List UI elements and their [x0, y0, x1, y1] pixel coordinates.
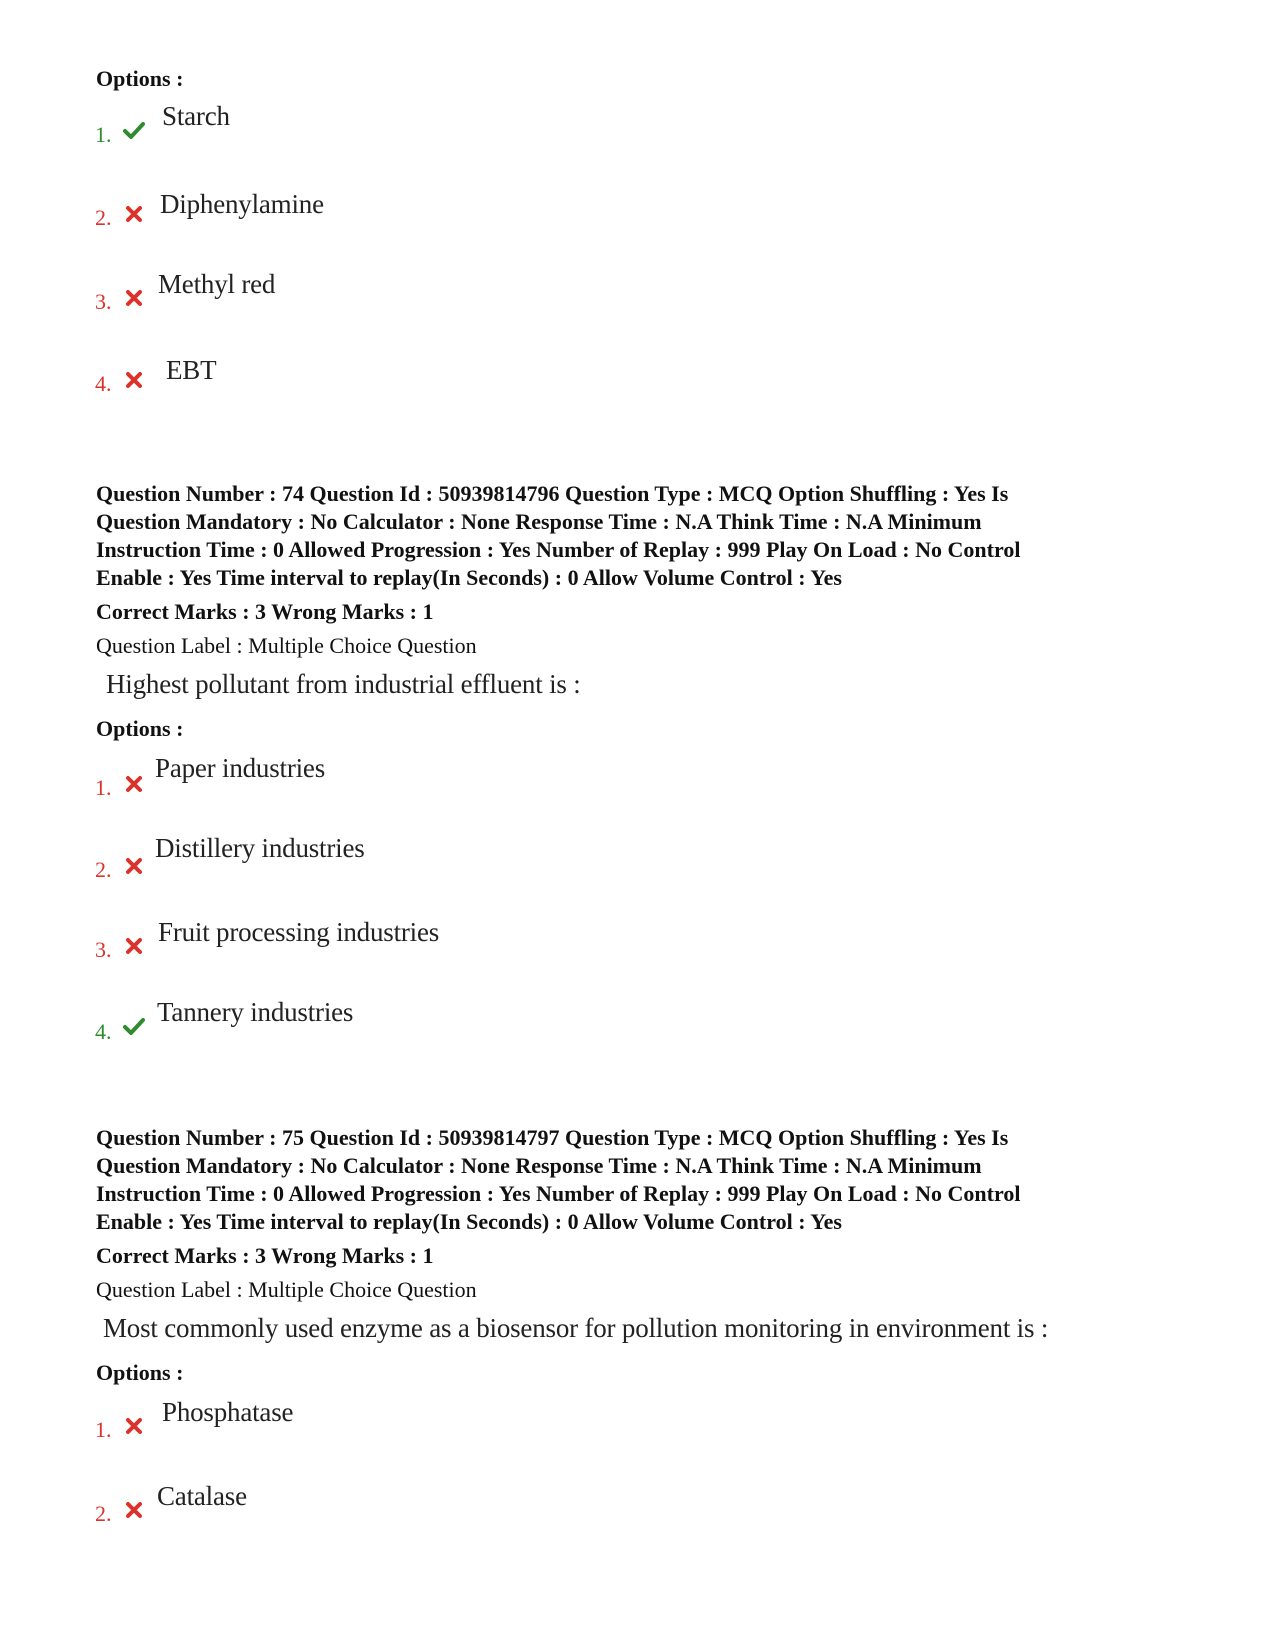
- option-text: Starch: [162, 101, 230, 131]
- option-text: Fruit processing industries: [158, 917, 440, 947]
- cross-icon: [122, 934, 146, 958]
- marks-info: Correct Marks : 3 Wrong Marks : 1: [96, 599, 434, 624]
- option-number: 1.: [95, 122, 112, 147]
- option-number: 2.: [95, 205, 112, 230]
- option-text: Distillery industries: [155, 833, 365, 863]
- header-line: Question Number : 74 Question Id : 50939814796 Question Type : MCQ Option Shuffling : Yes Is: [96, 481, 1009, 506]
- option-number: 2.: [95, 1501, 112, 1526]
- question-header: [96, 1124, 1176, 1236]
- header-line: Enable : Yes Time interval to replay(In Seconds) : 0 Allow Volume Control : Yes: [96, 1209, 842, 1234]
- option-text: Phosphatase: [162, 1397, 294, 1427]
- cross-icon: [122, 286, 146, 310]
- cross-icon: [122, 1414, 146, 1438]
- check-icon: [122, 1014, 146, 1038]
- option-number: 2.: [95, 857, 112, 882]
- options-heading: Options :: [96, 66, 184, 91]
- options-heading: Options :: [96, 1360, 184, 1385]
- header-line: Question Number : 75 Question Id : 50939814797 Question Type : MCQ Option Shuffling : Yes Is: [96, 1125, 1009, 1150]
- cross-icon: [122, 202, 146, 226]
- cross-icon: [122, 854, 146, 878]
- option-text: EBT: [166, 355, 217, 385]
- option-text: Paper industries: [155, 753, 326, 783]
- question-text: Highest pollutant from industrial effluent is :: [106, 669, 581, 699]
- options-heading: Options :: [96, 716, 184, 741]
- option-number: 3.: [95, 289, 112, 314]
- option-text: Catalase: [157, 1481, 247, 1511]
- option-text: Diphenylamine: [160, 189, 324, 219]
- cross-icon: [122, 1498, 146, 1522]
- cross-icon: [122, 772, 146, 796]
- option-number: 4.: [95, 1019, 112, 1044]
- question-label: Question Label : Multiple Choice Question: [96, 633, 477, 658]
- header-line: Instruction Time : 0 Allowed Progression : Yes Number of Replay : 999 Play On Load : No Control: [96, 1181, 1021, 1206]
- question-header: [96, 480, 1176, 592]
- cross-icon: [122, 368, 146, 392]
- header-line: Question Mandatory : No Calculator : None Response Time : N.A Think Time : N.A Minimum: [96, 1153, 982, 1178]
- header-line: Enable : Yes Time interval to replay(In Seconds) : 0 Allow Volume Control : Yes: [96, 565, 842, 590]
- option-number: 4.: [95, 371, 112, 396]
- header-line: Question Mandatory : No Calculator : None Response Time : N.A Think Time : N.A Minimum: [96, 509, 982, 534]
- question-label: Question Label : Multiple Choice Question: [96, 1277, 477, 1302]
- option-number: 1.: [95, 775, 112, 800]
- header-line: Instruction Time : 0 Allowed Progression : Yes Number of Replay : 999 Play On Load : No Control: [96, 537, 1021, 562]
- option-number: 1.: [95, 1417, 112, 1442]
- option-text: Tannery industries: [157, 997, 354, 1027]
- option-number: 3.: [95, 937, 112, 962]
- question-text: Most commonly used enzyme as a biosensor for pollution monitoring in environment is :: [103, 1313, 1049, 1343]
- marks-info: Correct Marks : 3 Wrong Marks : 1: [96, 1243, 434, 1268]
- option-text: Methyl red: [158, 269, 276, 299]
- check-icon: [122, 118, 146, 142]
